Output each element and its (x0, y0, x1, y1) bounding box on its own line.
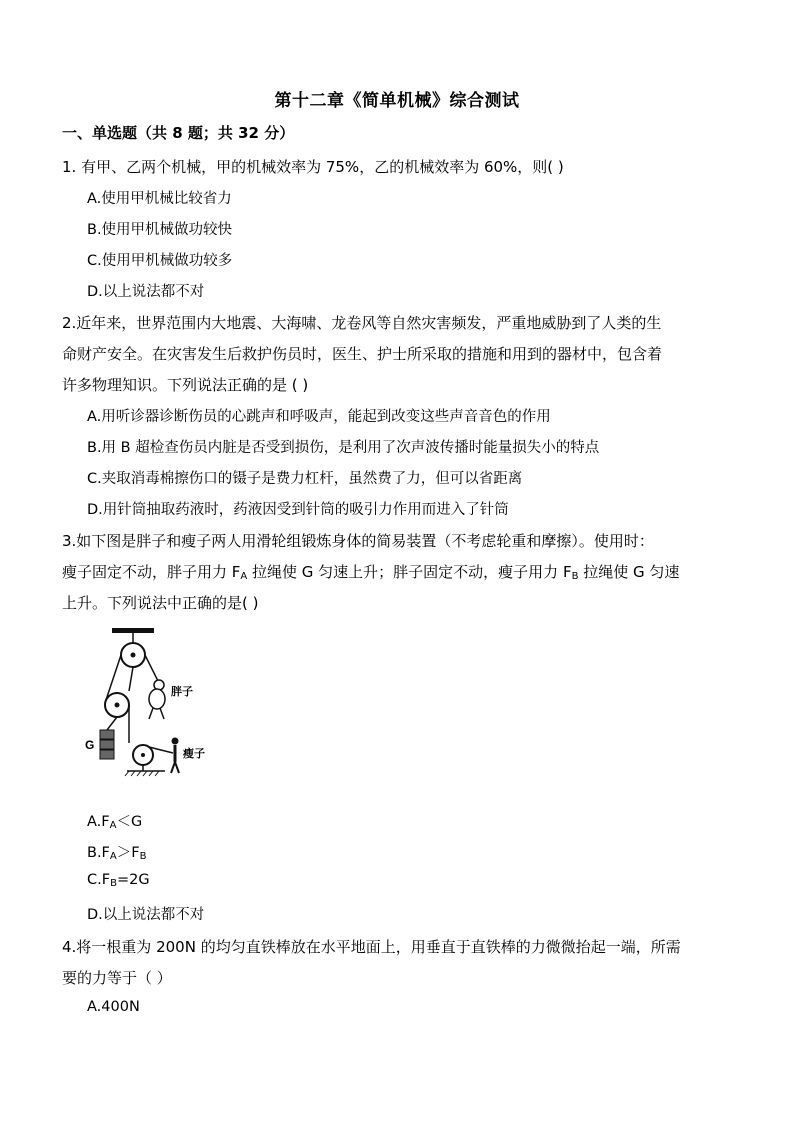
question-2-option-b[interactable]: B.用 B 超检查伤员内脏是否受到损伤，是利用了次声波传播时能量损失小的特点 (87, 440, 600, 456)
thin-person-label: 瘦子 (183, 747, 205, 760)
question-3-stem-line-3: 上升。下列说法中正确的是( ) (62, 594, 259, 612)
question-2-option-c[interactable]: C.夹取消毒棉擦伤口的镊子是费力杠杆，虽然费了力，但可以省距离 (87, 471, 523, 487)
question-3-option-b[interactable]: $B.F_A>F_B$ (87, 845, 147, 862)
question-3-stem-line-1: 3.如下图是胖子和瘦子两人用滑轮组锻炼身体的简易装置（不考虑轮重和摩擦）。使用时： (62, 532, 654, 550)
weight-label: G (85, 738, 95, 752)
page-title: 第十二章《简单机械》综合测试 (274, 91, 520, 111)
question-4-stem-line-1: 4.将一根重为 200N 的均匀直铁棒放在水平地面上，用垂直于直铁棒的力微微抬起一端，所需 (62, 938, 681, 956)
question-1-option-b[interactable]: B.使用甲机械做功较快 (87, 222, 233, 238)
question-3-option-c[interactable]: $C.F_B=2G$ (87, 872, 150, 889)
question-4-stem-line-2: 要的力等于（ ） (62, 969, 172, 987)
question-2-stem-line-2: 命财产安全。在灾害发生后救护伤员时，医生、护士所采取的措施和用到的器材中，包含着 (62, 345, 663, 363)
question-2-stem-line-1: 2.近年来，世界范围内大地震、大海啸、龙卷风等自然灾害频发，严重地威胁到了人类的生 (62, 314, 662, 332)
fat-person-figure (149, 680, 165, 719)
question-2-option-a[interactable]: A.用听诊器诊断伤员的心跳声和呼吸声，能起到改变这些声音音色的作用 (87, 409, 551, 425)
question-3-stem-line-2: 瘦子固定不动，胖子用力 $F_A$ 拉绳使 G 匀速上升；胖子固定不动，瘦子用力 $F_B$ 拉绳使 G 匀速 (62, 563, 680, 582)
section-heading: 一、单选题（共 8 题；共 32 分） (62, 124, 295, 142)
question-1-option-a[interactable]: A.使用甲机械比较省力 (87, 191, 232, 207)
question-2-stem-line-3: 许多物理知识。下列说法正确的是 ( ) (62, 376, 309, 394)
question-2-option-d[interactable]: D.用针筒抽取药液时，药液因受到针筒的吸引力作用而进入了针筒 (87, 502, 509, 518)
pulley-diagram (85, 625, 225, 785)
question-1-stem: 1. 有甲、乙两个机械，甲的机械效率为 75%，乙的机械效率为 60%，则( ) (62, 158, 564, 176)
question-4-option-a[interactable]: A.400N (87, 999, 140, 1015)
question-1-option-c[interactable]: C.使用甲机械做功较多 (87, 253, 233, 269)
ceiling-bar (112, 628, 154, 633)
question-1-option-d[interactable]: D.以上说法都不对 (87, 284, 205, 300)
fat-person-label: 胖子 (171, 685, 193, 698)
question-3-option-d[interactable]: D.以上说法都不对 (87, 907, 205, 923)
question-3-option-a[interactable]: $A.F_A<G$ (87, 814, 143, 831)
thin-person-figure (171, 738, 179, 774)
